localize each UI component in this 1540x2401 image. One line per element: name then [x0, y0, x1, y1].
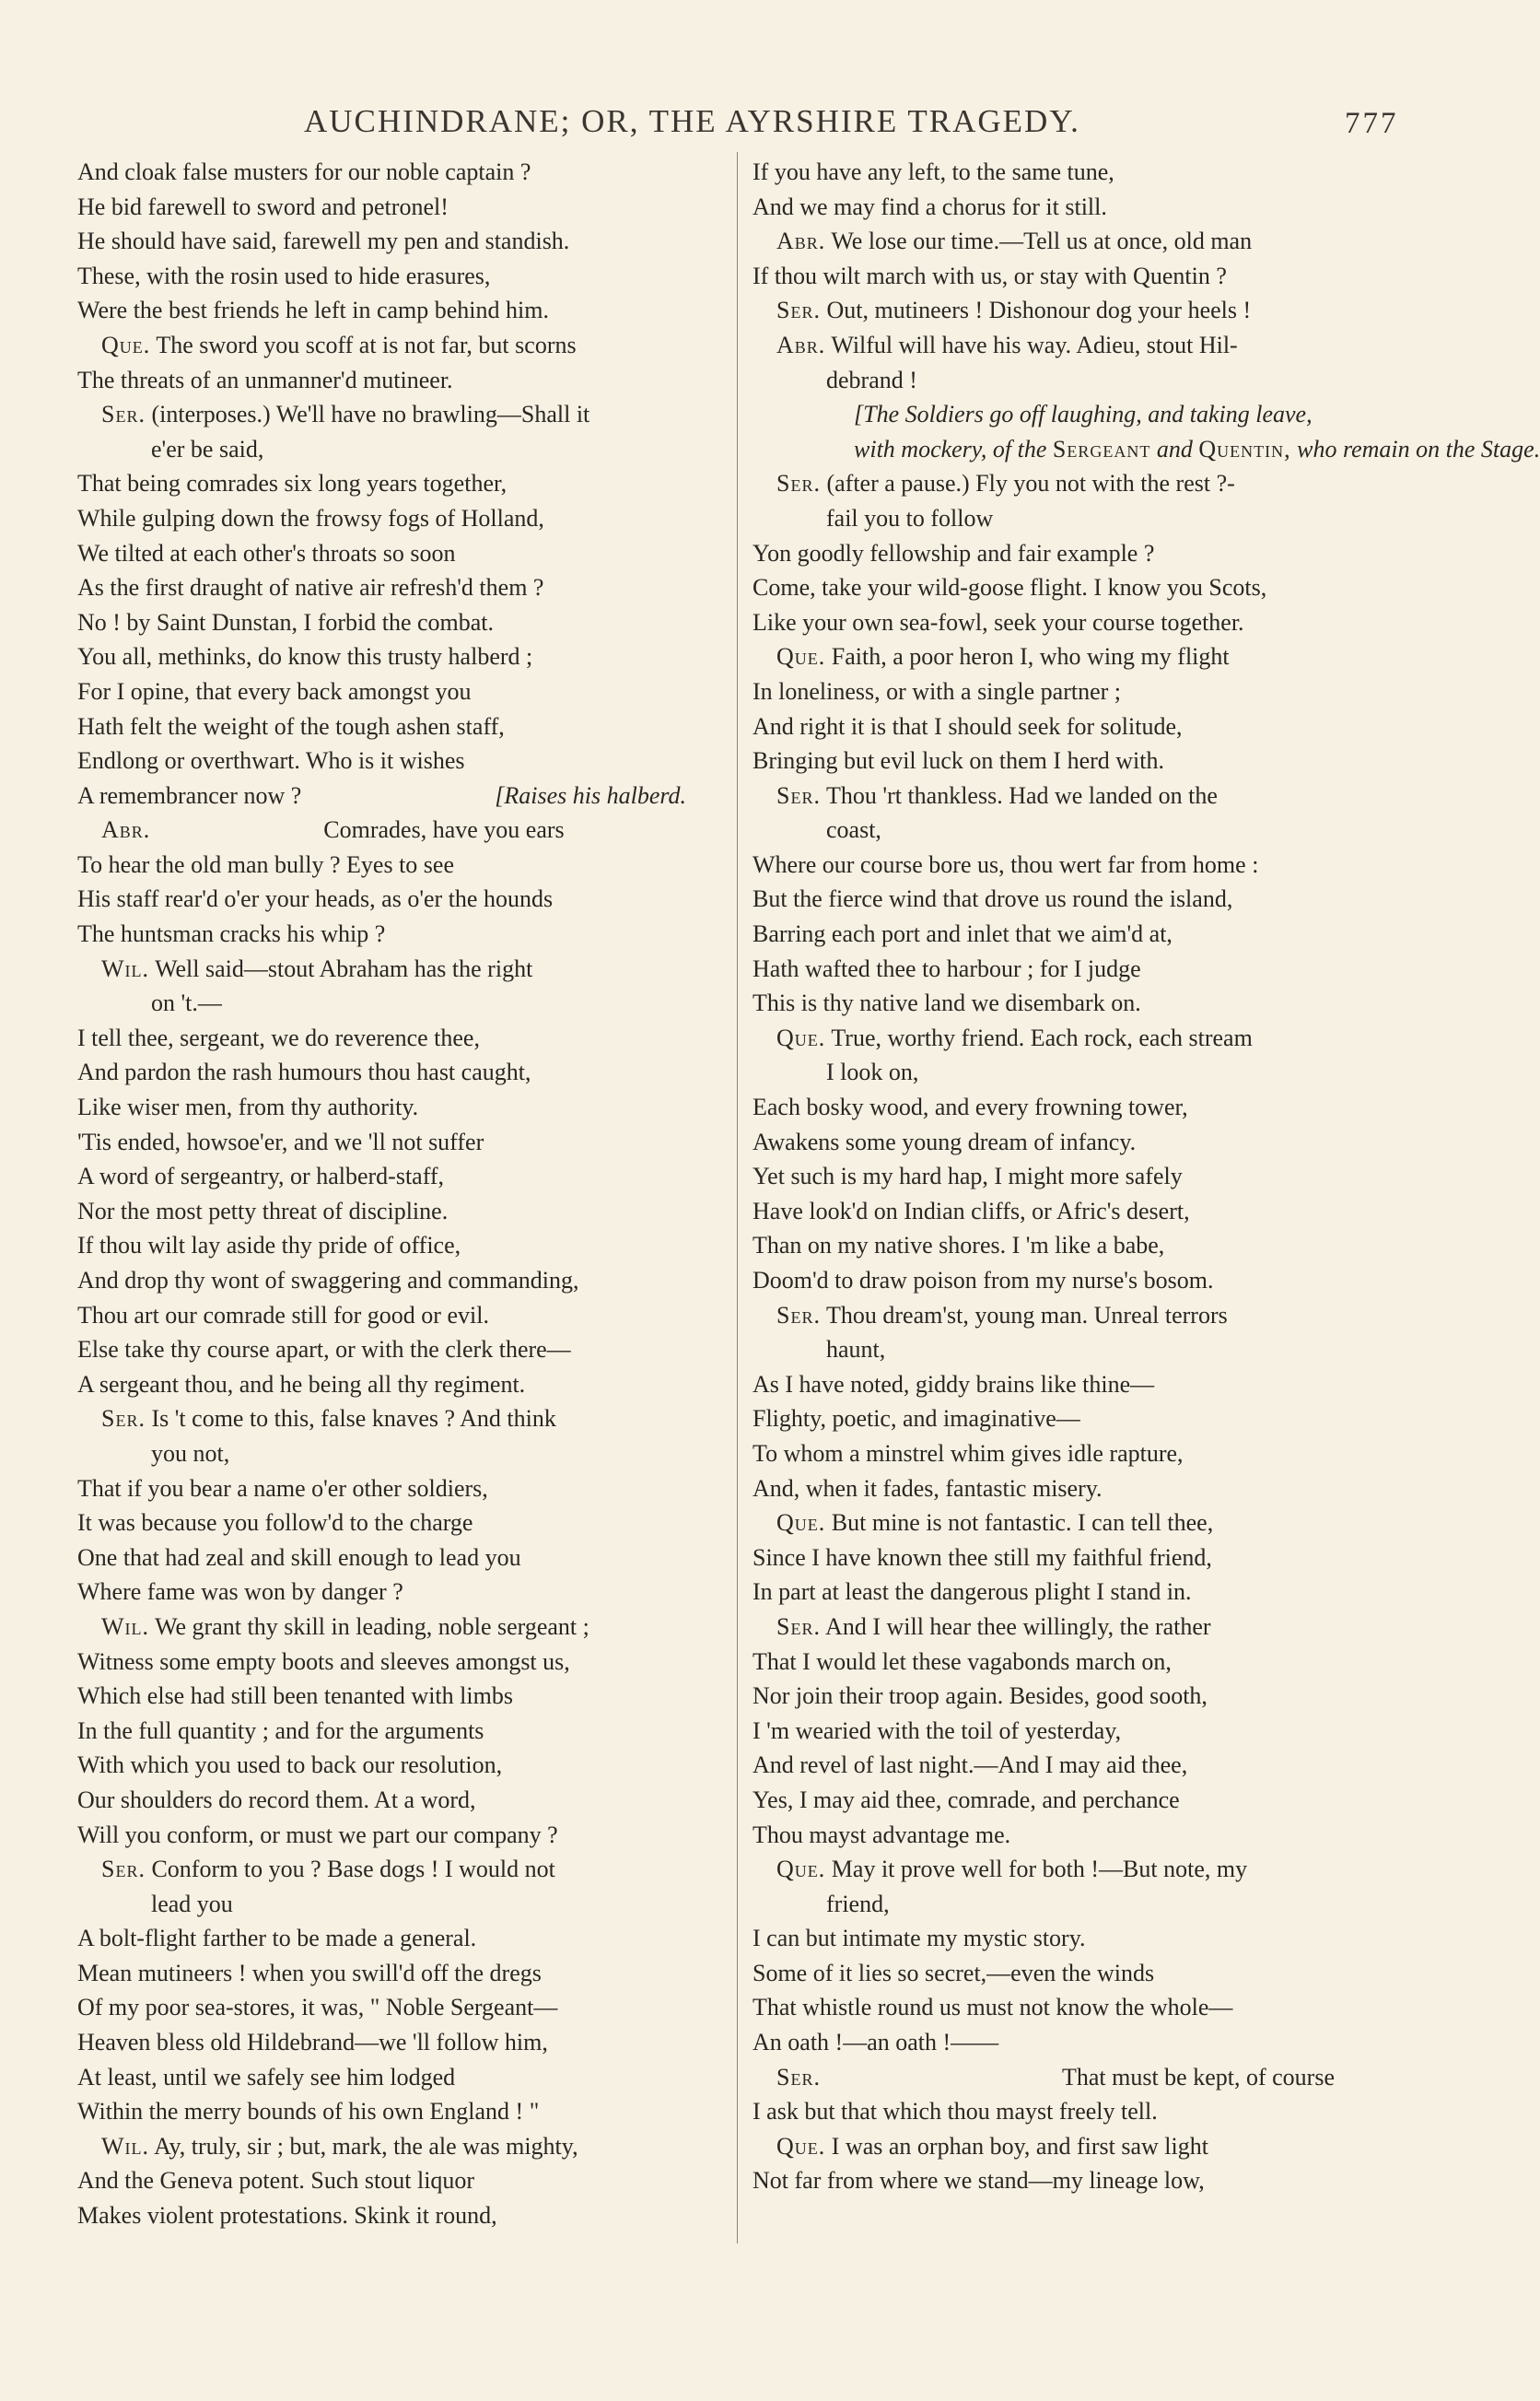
verse-line: fail you to follow — [826, 504, 994, 532]
verse-line: Hath wafted thee to harbour ; for I judge — [752, 955, 1141, 982]
verse-line: To whom a minstrel whim gives idle rapture, — [752, 1439, 1184, 1467]
speech-line: Que. Faith, a poor heron I, who wing my flight — [776, 643, 1230, 671]
verse-line: It was because you follow'd to the charge — [77, 1509, 473, 1537]
speaker-name: Ser. — [101, 1405, 146, 1433]
verse-line: Some of it lies so secret,—even the winds — [752, 1959, 1155, 1986]
speaker-name: Que. — [776, 1509, 826, 1537]
speech-line: Que. I was an orphan boy, and first saw light — [776, 2132, 1208, 2160]
verse-line: In the full quantity ; and for the arguments — [77, 1716, 484, 1744]
verse-line: Will you conform, or must we part our company ? — [77, 1821, 558, 1848]
stage-direction: with mockery, of the Sergeant and Quentin, who remain on the Stage. — [854, 435, 1540, 463]
right-column — [752, 155, 1540, 2198]
speech-line: Ser. Conform to you ? Base dogs ! I would not — [101, 1856, 555, 1883]
speaker-name: Abr. — [776, 331, 826, 358]
verse-line: Flighty, poetic, and imaginative— — [752, 1405, 1080, 1433]
verse-line: You all, methinks, do know this trusty halberd ; — [77, 643, 533, 671]
verse-line: As the first draught of native air refresh'd them ? — [77, 574, 544, 602]
verse-line: Our shoulders do record them. At a word, — [77, 1786, 476, 1813]
verse-line: Have look'd on Indian cliffs, or Afric's desert, — [752, 1197, 1190, 1224]
speaker-name: Ser. — [776, 297, 821, 324]
speaker-name: Abr. — [101, 816, 151, 844]
verse-line: And right it is that I should seek for solitude, — [752, 712, 1183, 740]
speaker-name: Ser. — [776, 1612, 821, 1640]
speech-line: Abr. We lose our time.—Tell us at once, old man — [776, 228, 1253, 255]
verse-line: In part at least the dangerous plight I stand in. — [752, 1578, 1192, 1606]
speaker-name: Wil. — [101, 2132, 150, 2160]
speaker-name: Ser. — [101, 1856, 146, 1883]
verse-line: debrand ! — [826, 366, 917, 393]
verse-line: Of my poor sea-stores, it was, " Noble Sergeant— — [77, 1994, 558, 2021]
speaker-name: Wil. — [101, 1612, 150, 1640]
verse-line: Doom'd to draw poison from my nurse's bosom. — [752, 1267, 1214, 1294]
verse-line: Makes violent protestations. Skink it round, — [77, 2202, 497, 2230]
speech-line: Ser. Out, mutineers ! Dishonour dog your heels ! — [776, 297, 1252, 324]
verse-line: haunt, — [826, 1336, 886, 1364]
speech-line: Wil. Well said—stout Abraham has the right — [101, 955, 533, 982]
speaker-name: Que. — [776, 2132, 826, 2160]
verse-line: Yon goodly fellowship and fair example ? — [752, 539, 1155, 567]
verse-line: Heaven bless old Hildebrand—we 'll follow him, — [77, 2029, 548, 2056]
verse-line: And the Geneva potent. Such stout liquor — [77, 2167, 475, 2195]
verse-line: on 't.— — [151, 990, 222, 1017]
speech-line: Ser. (interposes.) We'll have no brawling—Shall it — [101, 401, 590, 428]
verse-line: No ! by Saint Dunstan, I forbid the combat. — [77, 608, 495, 636]
verse-line: The huntsman cracks his whip ? — [77, 920, 386, 948]
verse-line: I can but intimate my mystic story. — [752, 1925, 1086, 1952]
verse-line: Where our course bore us, thou wert far from home : — [752, 850, 1259, 878]
verse-line: This is thy native land we disembark on. — [752, 990, 1141, 1017]
verse-line: That I would let these vagabonds march on, — [752, 1647, 1172, 1675]
verse-line: If thou wilt lay aside thy pride of office, — [77, 1232, 461, 1259]
speaker-name: Que. — [776, 643, 826, 671]
running-title: AUCHINDRANE; OR, THE AYRSHIRE TRAGEDY. — [304, 103, 1080, 139]
verse-line: Witness some empty boots and sleeves amongst us, — [77, 1647, 570, 1675]
verse-line: Not far from where we stand—my lineage low, — [752, 2167, 1205, 2195]
verse-line: A sergeant thou, and he being all thy regiment. — [77, 1370, 526, 1398]
verse-line: Since I have known thee still my faithful friend, — [752, 1543, 1212, 1571]
verse-line: Thou art our comrade still for good or evil. — [77, 1301, 489, 1329]
verse-line: Nor join their troop again. Besides, good sooth, — [752, 1682, 1208, 1710]
verse-line: In loneliness, or with a single partner ; — [752, 677, 1122, 705]
verse-line: We tilted at each other's throats so soon — [77, 539, 456, 567]
verse-line: Barring each port and inlet that we aim'd at, — [752, 920, 1172, 948]
verse-line: And revel of last night.—And I may aid thee, — [752, 1751, 1188, 1779]
verse-line: I tell thee, sergeant, we do reverence thee, — [77, 1024, 480, 1051]
verse-line: But the fierce wind that drove us round the island, — [752, 885, 1233, 913]
speech-line: Ser. That must be kept, of course — [776, 2063, 1335, 2091]
speaker-name: Ser. — [776, 1301, 821, 1329]
verse-line: A word of sergeantry, or halberd-staff, — [77, 1163, 445, 1190]
verse-line: That whistle round us must not know the whole— — [752, 1994, 1233, 2021]
verse-line: Yet such is my hard hap, I might more safely — [752, 1163, 1183, 1190]
verse-line: At least, until we safely see him lodged — [77, 2063, 456, 2091]
verse-line: Which else had still been tenanted with limbs — [77, 1682, 513, 1710]
verse-line: The threats of an unmanner'd mutineer. — [77, 366, 453, 393]
verse-line: Each bosky wood, and every frowning tower, — [752, 1094, 1188, 1121]
verse-line: While gulping down the frowsy fogs of Holland, — [77, 504, 544, 532]
verse-line: I 'm wearied with the toil of yesterday, — [752, 1716, 1122, 1744]
verse-line: friend, — [826, 1890, 890, 1917]
page-header — [0, 103, 1498, 149]
speech-line: Que. The sword you scoff at is not far, but scorns — [101, 331, 577, 358]
verse-line: That being comrades six long years together, — [77, 470, 508, 498]
verse-line: Nor the most petty threat of discipline. — [77, 1197, 449, 1224]
verse-line: I ask but that which thou mayst freely tell. — [752, 2098, 1158, 2126]
page-number: 777 — [1345, 107, 1399, 140]
verse-line: With which you used to back our resolution, — [77, 1751, 503, 1779]
verse-line: And, when it fades, fantastic misery. — [752, 1474, 1102, 1502]
verse-line: If thou wilt march with us, or stay with Quentin ? — [752, 262, 1227, 289]
verse-line: For I opine, that every back amongst you — [77, 677, 472, 705]
verse-line: An oath !—an oath !—— — [752, 2029, 999, 2056]
stage-direction: [The Soldiers go off laughing, and taking leave, — [854, 401, 1312, 428]
verse-line: Where fame was won by danger ? — [77, 1578, 403, 1606]
speaker-name: Ser. — [101, 401, 146, 428]
speaker-name: Que. — [776, 1856, 826, 1883]
character-name: Sergeant — [1052, 435, 1151, 463]
verse-line: And drop thy wont of swaggering and commanding, — [77, 1267, 579, 1294]
speech-line: Ser. Thou dream'st, young man. Unreal terrors — [776, 1301, 1228, 1329]
speaker-name: Ser. — [776, 2063, 821, 2091]
verse-line: Thou mayst advantage me. — [752, 1821, 1011, 1848]
speaker-name: Ser. — [776, 781, 821, 809]
verse-line: Like wiser men, from thy authority. — [77, 1094, 419, 1121]
verse-line: Awakens some young dream of infancy. — [752, 1128, 1137, 1155]
speech-line: Que. True, worthy friend. Each rock, each stream — [776, 1024, 1253, 1051]
speech-line: Abr. Wilful will have his way. Adieu, stout Hil- — [776, 331, 1238, 358]
verse-line: And pardon the rash humours thou hast caught, — [77, 1059, 531, 1086]
speech-line: Que. But mine is not fantastic. I can tell thee, — [776, 1509, 1214, 1537]
verse-line: I look on, — [826, 1059, 919, 1086]
verse-line: One that had zeal and skill enough to lead you — [77, 1543, 521, 1571]
left-column — [77, 155, 741, 2233]
speech-line: Wil. Ay, truly, sir ; but, mark, the ale was mighty, — [101, 2132, 578, 2160]
speaker-name: Que. — [101, 331, 151, 358]
verse-line: Than on my native shores. I 'm like a babe, — [752, 1232, 1165, 1259]
verse-line: A bolt-flight farther to be made a general. — [77, 1925, 477, 1952]
verse-line: Else take thy course apart, or with the clerk there— — [77, 1336, 571, 1364]
verse-line: He bid farewell to sword and petronel! — [77, 193, 449, 220]
speech-line: Ser. Is 't come to this, false knaves ? And think — [101, 1405, 556, 1433]
speech-line: Wil. We grant thy skill in leading, noble sergeant ; — [101, 1612, 589, 1640]
verse-line: As I have noted, giddy brains like thine— — [752, 1370, 1155, 1398]
verse-line: 'Tis ended, howsoe'er, and we 'll not suffer — [77, 1128, 484, 1155]
character-name: Quentin, — [1198, 435, 1291, 463]
verse-line: Within the merry bounds of his own England ! " — [77, 2098, 540, 2126]
speech-line: Ser. (after a pause.) Fly you not with the rest ?- — [776, 470, 1235, 498]
verse-line: you not, — [151, 1439, 230, 1467]
verse-line: He should have said, farewell my pen and standish. — [77, 228, 570, 255]
verse-line: Were the best friends he left in camp behind him. — [77, 297, 549, 324]
verse-line: Yes, I may aid thee, comrade, and perchance — [752, 1786, 1180, 1813]
speech-line: Abr. Comrades, have you ears — [101, 816, 565, 844]
verse-line: Endlong or overthwart. Who is it wishes — [77, 747, 465, 775]
verse-line: That if you bear a name o'er other soldiers, — [77, 1474, 488, 1502]
speech-line: Ser. And I will hear thee willingly, the rather — [776, 1612, 1211, 1640]
verse-line: Like your own sea-fowl, seek your course together. — [752, 608, 1244, 636]
verse-line: His staff rear'd o'er your heads, as o'er the hounds — [77, 885, 554, 913]
verse-line: If you have any left, to the same tune, — [752, 158, 1114, 185]
verse-line: These, with the rosin used to hide erasures, — [77, 262, 491, 289]
speaker-name: Ser. — [776, 470, 821, 498]
verse-line: And cloak false musters for our noble captain ? — [77, 158, 531, 185]
speaker-name: Que. — [776, 1024, 826, 1051]
verse-line: Hath felt the weight of the tough ashen staff, — [77, 712, 505, 740]
verse-line: lead you — [151, 1890, 233, 1917]
speech-line: Que. May it prove well for both !—But note, my — [776, 1856, 1248, 1883]
speaker-name: Wil. — [101, 955, 150, 982]
verse-line: coast, — [826, 816, 881, 844]
verse-line: And we may find a chorus for it still. — [752, 193, 1107, 220]
verse-line: Mean mutineers ! when you swill'd off the dregs — [77, 1959, 542, 1986]
verse-line: Come, take your wild-goose flight. I know you Scots, — [752, 574, 1267, 602]
speech-line: Ser. Thou 'rt thankless. Had we landed on the — [776, 781, 1218, 809]
verse-line: Bringing but evil luck on them I herd with. — [752, 747, 1164, 775]
stage-direction: [Raises his halberd. — [495, 781, 687, 809]
verse-line: A remembrancer now ? [Raises his halberd. — [77, 781, 687, 809]
speaker-name: Abr. — [776, 228, 826, 255]
verse-line: To hear the old man bully ? Eyes to see — [77, 850, 455, 878]
verse-line: e'er be said, — [151, 435, 264, 463]
